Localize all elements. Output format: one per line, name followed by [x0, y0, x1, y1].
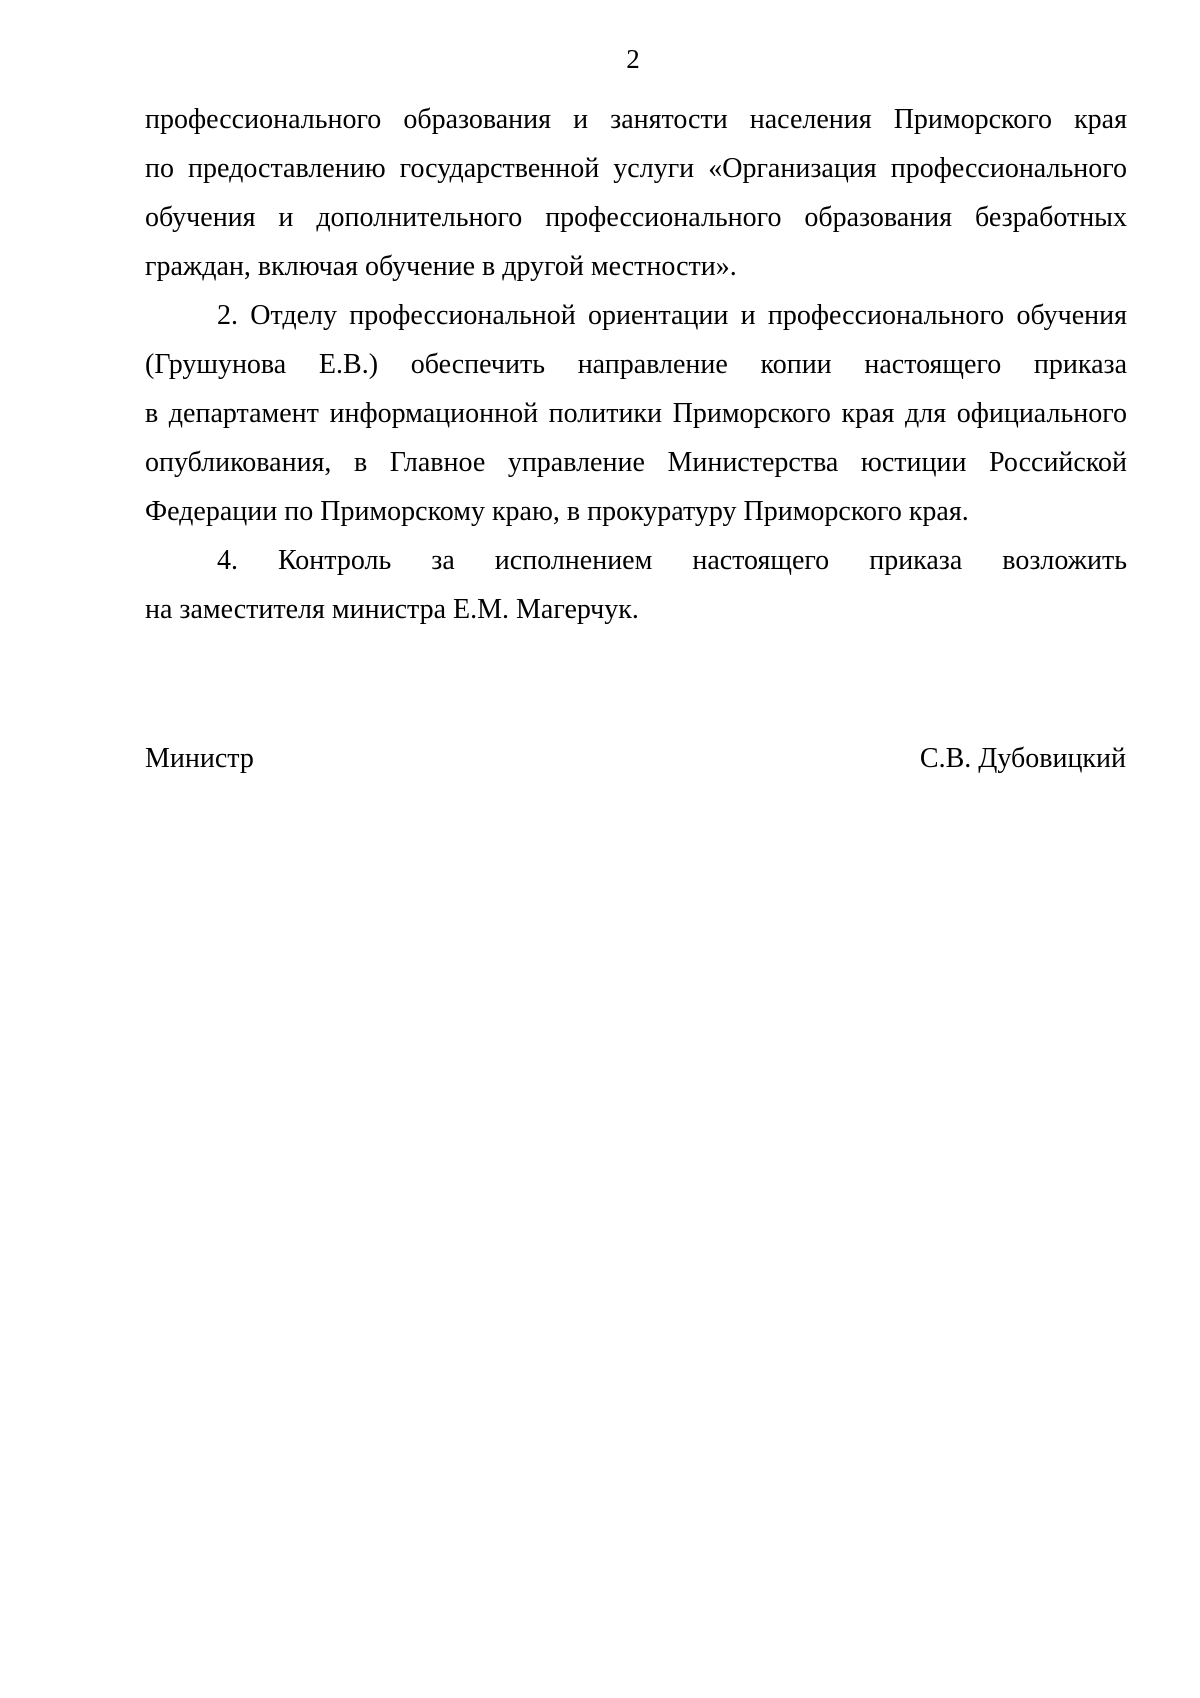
signatory-name: С.В. Дубовицкий: [919, 743, 1126, 774]
paragraph-line: (Грушунова Е.В.) обеспечить направление копии настоящего приказа: [145, 349, 1127, 380]
page-number: 2: [626, 44, 640, 74]
paragraph-line: профессионального образования и занятости населения Приморского края: [145, 104, 1127, 135]
paragraph-line: по предоставлению государственной услуги «Организация профессионального: [145, 153, 1127, 184]
paragraph-line: 4. Контроль за исполнением настоящего приказа возложить: [217, 545, 1127, 576]
paragraph-line: в департамент информационной политики Приморского края для официального: [145, 398, 1127, 429]
signatory-position: Министр: [145, 743, 254, 774]
paragraph-line: обучения и дополнительного профессионального образования безработных: [145, 202, 1127, 233]
paragraph-line: 2. Отделу профессиональной ориентации и профессионального обучения: [217, 300, 1127, 331]
paragraph-line: опубликования, в Главное управление Министерства юстиции Российской: [145, 447, 1127, 478]
paragraph-line: граждан, включая обучение в другой местности».: [145, 251, 737, 282]
paragraph-line: Федерации по Приморскому краю, в прокуратуру Приморского края.: [145, 496, 969, 527]
paragraph-line: на заместителя министра Е.М. Магерчук.: [145, 594, 639, 625]
